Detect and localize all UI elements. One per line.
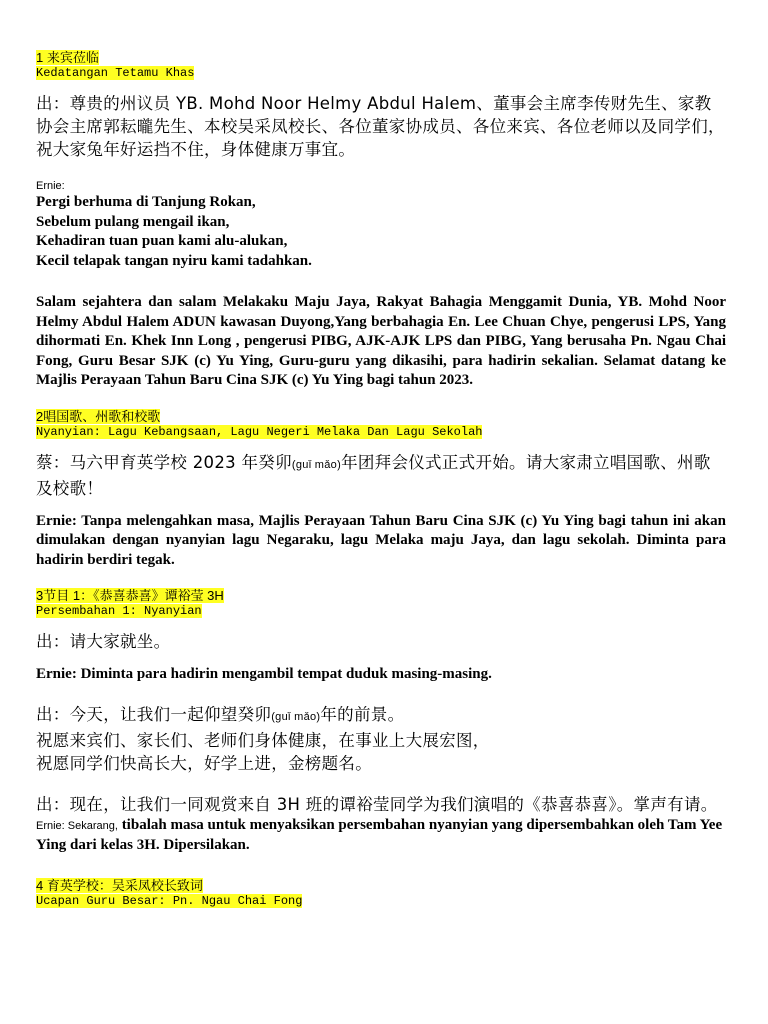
pantun-line: Sebelum pulang mengail ikan, (36, 213, 230, 230)
malay-text: tibalah masa untuk menyaksikan persembahan nyanyian yang dipersembahkan oleh Tam Yee Ying dari kelas 3H. Dipersilakan. (36, 816, 723, 853)
section-title-cn: 2唱国歌、州歌和校歌 (36, 408, 161, 424)
document-page (36, 50, 726, 908)
zh-text: 出：今天，让我们一起仰望癸卯 (36, 704, 272, 724)
section-title-cn: 1 来宾莅临 (36, 50, 99, 65)
pantun-line: Kehadiran tuan puan kami alu-alukan, (36, 233, 288, 249)
wish-line: 祝愿来宾们、家长们、老师们身体健康，在事业上大展宏图， (36, 730, 490, 750)
section-4 (36, 878, 726, 908)
section-1 (36, 50, 726, 391)
pantun (36, 193, 726, 271)
section-title-my: Nyanyian: Lagu Kebangsaan, Lagu Negeri Melaka Dan Lagu Sekolah (36, 424, 483, 439)
section-title-my: Ucapan Guru Besar: Pn. Ngau Chai Fong (36, 893, 303, 908)
malay-greeting: Salam sejahtera dan salam Melakaku Maju Jaya, Rakyat Bahagia Menggamit Dunia, YB. Mohd Noor Helmy Abdul Halem ADUN kawasan Duyong,Yang berbahagia En. Lee Chuan Chye, pengerusi LPS, Yang dihormati En. Khek Inn Long , pengerusi PIBG, AJK-AJK LPS dan PIBG, Yang berusaha Pn. Ngau Chai Fong, Guru Besar SJK (c) Yu Ying, Guru-guru yang dikasihi, para hadirin sekalian. Selamat datang ke Majlis Perayaan Tahun Baru Cina SJK (c) Yu Ying bagi tahun 2023. (36, 294, 726, 388)
wish-line: 祝愿同学们快高长大，好学上进，金榜题名。 (36, 753, 372, 773)
section-title-my: Persembahan 1: Nyanyian (36, 604, 202, 618)
zh-text: 年团拜会仪式正式开始。请大家肃立唱国歌、州歌及校歌！ (36, 452, 711, 498)
chinese-wishes (36, 703, 726, 775)
chinese-sit-down: 出：请大家就坐。 (36, 632, 171, 651)
speaker-inline: Ernie: Sekarang, (36, 819, 118, 832)
pantun-line: Pergi berhuma di Tanjung Rokan, (36, 194, 256, 210)
section-title-my: Kedatangan Tetamu Khas (36, 66, 195, 80)
pinyin: (guǐ mǎo) (291, 458, 342, 471)
chinese-performance-intro: 出：现在，让我们一同观赏来自 3H 班的谭裕莹同学为我们演唱的《恭喜恭喜》。掌声有请。 (36, 794, 718, 814)
chinese-announcement (36, 451, 726, 500)
zh-text: 蔡：马六甲育英学校 2023 年癸卯 (36, 452, 292, 472)
section-title-cn: 3节目 1：《恭喜恭喜》谭裕莹 3H (36, 588, 224, 603)
chinese-greeting: 出：尊贵的州议员 YB. Mohd Noor Helmy Abdul Halem、董事会主席李传财先生、家教协会主席郭耘曨先生、本校吴采凤校长、各位董家协成员、各位来宾、各位老师以及同学们，祝大家兔年好运挡不住，身体健康万事宜。 (36, 94, 725, 159)
section-2 (36, 409, 726, 571)
section-3 (36, 588, 726, 856)
malay-announcement: Ernie: Tanpa melengahkan masa, Majlis Perayaan Tahun Baru Cina SJK (c) Yu Ying bagi tahun ini akan dimulakan dengan nyanyian lagu Negaraku, lagu Melaka maju Jaya, dan lagu sekolah. Diminta para hadirin berdiri tegak. (36, 512, 726, 568)
section-title-cn: 4 育英学校：吴采凤校长致词 (36, 877, 203, 893)
malay-sit-down: Ernie: Diminta para hadirin mengambil tempat duduk masing-masing. (36, 666, 492, 682)
wish-line (36, 703, 726, 729)
pinyin: (guǐ mǎo) (271, 710, 321, 723)
pantun-line: Kecil telapak tangan nyiru kami tadahkan. (36, 252, 312, 269)
zh-text: 年的前景。 (320, 704, 405, 724)
malay-performance-intro (36, 816, 726, 856)
speaker-label: Ernie: (36, 180, 65, 192)
